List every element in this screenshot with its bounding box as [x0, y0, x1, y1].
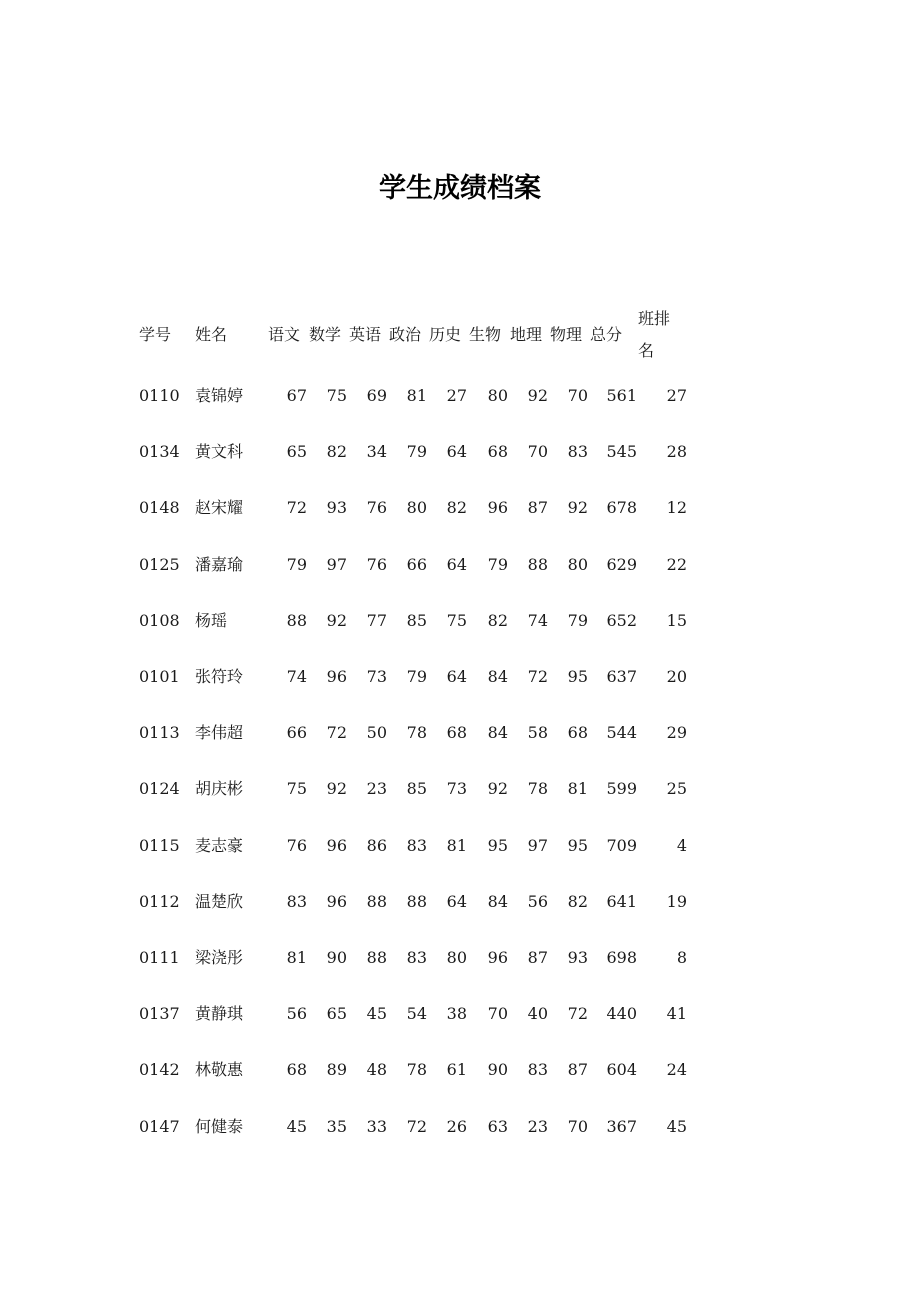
student-name: 张符玲 [195, 667, 244, 686]
student-id: 0147 [139, 1117, 180, 1136]
score-biology: 95 [487, 836, 508, 855]
class-rank: 8 [676, 948, 687, 967]
score-total: 709 [606, 836, 637, 855]
score-physics: 95 [567, 667, 588, 686]
score-biology: 82 [487, 611, 508, 630]
score-politics: 85 [406, 611, 427, 630]
header-math: 数学 [309, 325, 342, 344]
header-chinese: 语文 [268, 325, 301, 344]
score-english: 23 [366, 779, 387, 798]
score-chinese: 76 [286, 836, 307, 855]
score-geography: 70 [527, 442, 548, 461]
header-id: 学号 [139, 325, 172, 344]
header-physics: 物理 [550, 325, 583, 344]
student-name: 袁锦婷 [195, 386, 244, 405]
score-math: 93 [326, 498, 347, 517]
score-history: 27 [446, 386, 467, 405]
student-id: 0101 [139, 667, 180, 686]
score-geography: 74 [527, 611, 548, 630]
student-id: 0125 [139, 555, 180, 574]
score-politics: 85 [406, 779, 427, 798]
score-physics: 83 [567, 442, 588, 461]
score-chinese: 83 [286, 892, 307, 911]
student-name: 何健泰 [195, 1117, 244, 1136]
score-math: 82 [326, 442, 347, 461]
class-rank: 22 [666, 555, 687, 574]
class-rank: 12 [666, 498, 687, 517]
score-math: 92 [326, 611, 347, 630]
score-physics: 70 [567, 1117, 588, 1136]
score-chinese: 56 [286, 1004, 307, 1023]
score-geography: 92 [527, 386, 548, 405]
score-politics: 78 [406, 1060, 427, 1079]
score-total: 641 [606, 892, 637, 911]
score-politics: 72 [406, 1117, 427, 1136]
score-english: 88 [366, 892, 387, 911]
score-geography: 88 [527, 555, 548, 574]
score-chinese: 79 [286, 555, 307, 574]
score-total: 629 [606, 555, 637, 574]
score-english: 45 [366, 1004, 387, 1023]
class-rank: 28 [666, 442, 687, 461]
score-english: 50 [366, 723, 387, 742]
score-biology: 96 [487, 948, 508, 967]
score-geography: 58 [527, 723, 548, 742]
header-geography: 地理 [510, 325, 543, 344]
student-name: 黄文科 [195, 442, 244, 461]
score-total: 604 [606, 1060, 637, 1079]
score-geography: 87 [527, 498, 548, 517]
score-politics: 66 [406, 555, 427, 574]
score-politics: 81 [406, 386, 427, 405]
score-biology: 84 [487, 723, 508, 742]
score-chinese: 67 [286, 386, 307, 405]
score-politics: 83 [406, 836, 427, 855]
score-chinese: 72 [286, 498, 307, 517]
score-history: 64 [446, 442, 467, 461]
score-math: 92 [326, 779, 347, 798]
score-total: 544 [606, 723, 637, 742]
student-name: 温楚欣 [195, 892, 244, 911]
score-biology: 63 [487, 1117, 508, 1136]
score-math: 75 [326, 386, 347, 405]
score-history: 80 [446, 948, 467, 967]
class-rank: 20 [666, 667, 687, 686]
score-english: 33 [366, 1117, 387, 1136]
page-title: 学生成绩档案 [379, 173, 541, 204]
class-rank: 25 [666, 779, 687, 798]
header-total: 总分 [590, 325, 623, 344]
score-biology: 70 [487, 1004, 508, 1023]
score-math: 90 [326, 948, 347, 967]
class-rank: 29 [666, 723, 687, 742]
score-geography: 87 [527, 948, 548, 967]
score-geography: 97 [527, 836, 548, 855]
score-history: 64 [446, 892, 467, 911]
student-id: 0112 [139, 892, 180, 911]
score-physics: 72 [567, 1004, 588, 1023]
score-politics: 79 [406, 667, 427, 686]
score-chinese: 66 [286, 723, 307, 742]
score-english: 34 [366, 442, 387, 461]
score-physics: 81 [567, 779, 588, 798]
score-biology: 92 [487, 779, 508, 798]
score-politics: 79 [406, 442, 427, 461]
header-english: 英语 [349, 325, 382, 344]
score-total: 698 [606, 948, 637, 967]
score-biology: 90 [487, 1060, 508, 1079]
score-geography: 23 [527, 1117, 548, 1136]
score-total: 637 [606, 667, 637, 686]
student-id: 0111 [139, 948, 180, 967]
student-id: 0142 [139, 1060, 180, 1079]
score-math: 97 [326, 555, 347, 574]
score-english: 88 [366, 948, 387, 967]
score-physics: 93 [567, 948, 588, 967]
class-rank: 4 [676, 836, 687, 855]
score-politics: 88 [406, 892, 427, 911]
score-biology: 80 [487, 386, 508, 405]
student-name: 林敬惠 [195, 1060, 244, 1079]
score-english: 48 [366, 1060, 387, 1079]
score-total: 440 [606, 1004, 637, 1023]
score-physics: 79 [567, 611, 588, 630]
score-english: 73 [366, 667, 387, 686]
score-history: 64 [446, 555, 467, 574]
score-english: 76 [366, 498, 387, 517]
score-english: 77 [366, 611, 387, 630]
student-name: 赵宋耀 [195, 498, 244, 517]
score-history: 26 [446, 1117, 467, 1136]
score-history: 75 [446, 611, 467, 630]
student-name: 杨瑶 [195, 611, 228, 630]
score-geography: 40 [527, 1004, 548, 1023]
score-biology: 79 [487, 555, 508, 574]
score-history: 82 [446, 498, 467, 517]
header-rank-line2: 名 [638, 341, 655, 360]
score-history: 68 [446, 723, 467, 742]
score-history: 64 [446, 667, 467, 686]
score-politics: 80 [406, 498, 427, 517]
header-name: 姓名 [195, 325, 228, 344]
score-biology: 96 [487, 498, 508, 517]
score-total: 561 [606, 386, 637, 405]
score-english: 76 [366, 555, 387, 574]
student-name: 梁浇彤 [195, 948, 244, 967]
class-rank: 45 [666, 1117, 687, 1136]
student-id: 0113 [139, 723, 180, 742]
student-name: 麦志豪 [195, 836, 244, 855]
class-rank: 41 [666, 1004, 687, 1023]
score-physics: 82 [567, 892, 588, 911]
score-history: 38 [446, 1004, 467, 1023]
class-rank: 27 [666, 386, 687, 405]
score-politics: 78 [406, 723, 427, 742]
student-name: 黄静琪 [195, 1004, 244, 1023]
score-total: 599 [606, 779, 637, 798]
score-biology: 68 [487, 442, 508, 461]
score-math: 96 [326, 892, 347, 911]
student-id: 0137 [139, 1004, 180, 1023]
score-math: 72 [326, 723, 347, 742]
score-chinese: 74 [286, 667, 307, 686]
score-history: 73 [446, 779, 467, 798]
score-total: 678 [606, 498, 637, 517]
header-biology: 生物 [469, 325, 502, 344]
score-chinese: 81 [286, 948, 307, 967]
score-english: 69 [366, 386, 387, 405]
class-rank: 24 [666, 1060, 687, 1079]
student-id: 0115 [139, 836, 180, 855]
student-name: 李伟超 [195, 723, 244, 742]
class-rank: 19 [666, 892, 687, 911]
score-math: 96 [326, 836, 347, 855]
score-biology: 84 [487, 667, 508, 686]
score-math: 35 [326, 1117, 347, 1136]
class-rank: 15 [666, 611, 687, 630]
score-history: 61 [446, 1060, 467, 1079]
student-id: 0124 [139, 779, 180, 798]
score-physics: 87 [567, 1060, 588, 1079]
score-chinese: 68 [286, 1060, 307, 1079]
score-chinese: 75 [286, 779, 307, 798]
score-physics: 95 [567, 836, 588, 855]
student-id: 0148 [139, 498, 180, 517]
score-physics: 80 [567, 555, 588, 574]
score-math: 96 [326, 667, 347, 686]
score-total: 367 [606, 1117, 637, 1136]
student-id: 0134 [139, 442, 180, 461]
score-math: 65 [326, 1004, 347, 1023]
score-geography: 78 [527, 779, 548, 798]
student-name: 胡庆彬 [195, 779, 244, 798]
header-rank-line1: 班排 [638, 309, 671, 328]
score-geography: 83 [527, 1060, 548, 1079]
score-chinese: 65 [286, 442, 307, 461]
score-history: 81 [446, 836, 467, 855]
student-id: 0110 [139, 386, 180, 405]
score-physics: 70 [567, 386, 588, 405]
student-name: 潘嘉瑜 [195, 555, 244, 574]
score-total: 652 [606, 611, 637, 630]
score-physics: 92 [567, 498, 588, 517]
score-chinese: 88 [286, 611, 307, 630]
score-total: 545 [606, 442, 637, 461]
score-geography: 72 [527, 667, 548, 686]
score-physics: 68 [567, 723, 588, 742]
score-biology: 84 [487, 892, 508, 911]
score-english: 86 [366, 836, 387, 855]
student-id: 0108 [139, 611, 180, 630]
header-history: 历史 [429, 325, 462, 344]
score-math: 89 [326, 1060, 347, 1079]
score-geography: 56 [527, 892, 548, 911]
header-politics: 政治 [389, 325, 422, 344]
score-chinese: 45 [286, 1117, 307, 1136]
score-politics: 54 [406, 1004, 427, 1023]
score-politics: 83 [406, 948, 427, 967]
